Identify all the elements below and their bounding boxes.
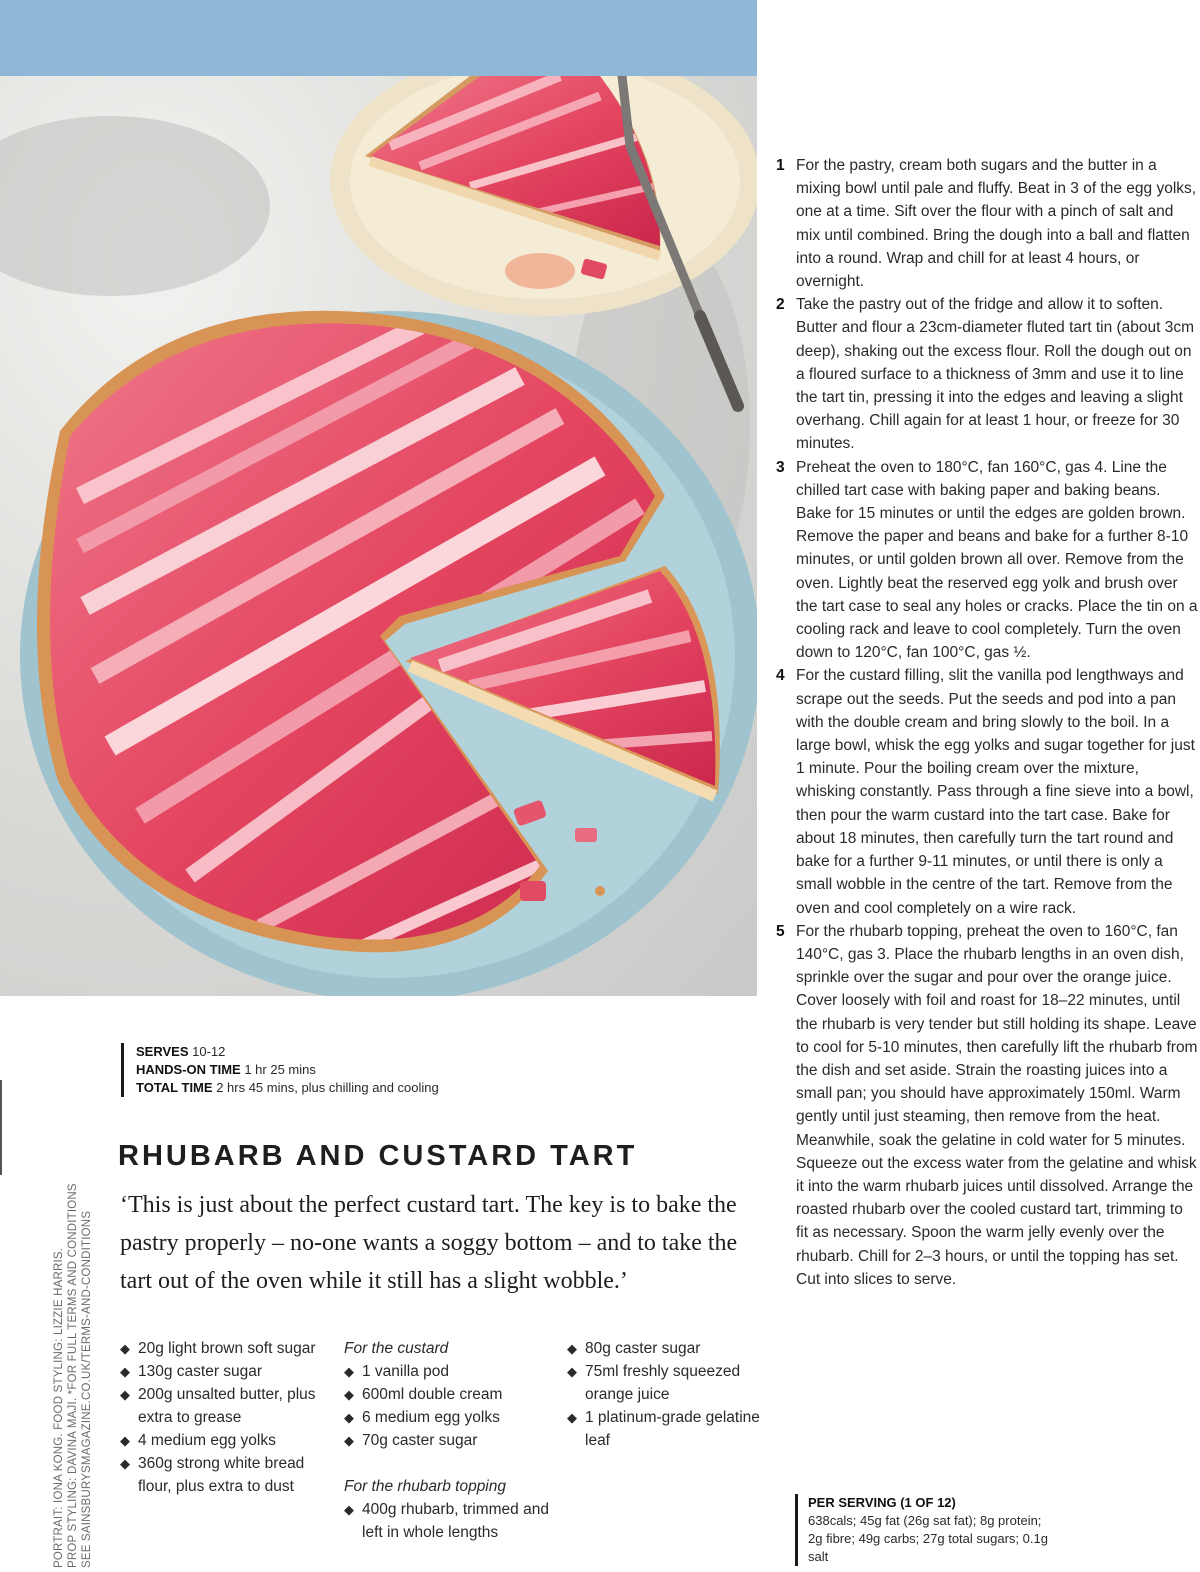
ingredient-text: 20g light brown soft sugar bbox=[138, 1340, 316, 1357]
diamond-bullet-icon: ◆ bbox=[120, 1341, 130, 1356]
custard-heading: For the custard bbox=[344, 1340, 449, 1357]
diamond-bullet-icon: ◆ bbox=[344, 1410, 354, 1425]
ingredient-item bbox=[120, 1429, 330, 1452]
hands-on-label: HANDS-ON TIME bbox=[136, 1062, 241, 1077]
ingredient-item bbox=[344, 1498, 559, 1544]
diamond-bullet-icon: ◆ bbox=[344, 1387, 354, 1402]
spacer bbox=[344, 1452, 559, 1475]
hands-on-value: 1 hr 25 mins bbox=[244, 1062, 316, 1077]
ingredient-item bbox=[120, 1383, 330, 1429]
ingredient-text: 1 vanilla pod bbox=[362, 1363, 450, 1380]
serves-row bbox=[136, 1043, 439, 1061]
diamond-bullet-icon: ◆ bbox=[120, 1456, 130, 1471]
step-number: 1 bbox=[776, 157, 785, 174]
serves-label: SERVES bbox=[136, 1044, 189, 1059]
diamond-bullet-icon: ◆ bbox=[567, 1341, 577, 1356]
step-number: 4 bbox=[776, 667, 785, 685]
diamond-bullet-icon: ◆ bbox=[120, 1364, 130, 1379]
step-text: Preheat the oven to 180°C, fan 160°C, gas 4. Line the chilled tart case with baking paper and baking beans. Bake for 15 minutes or until the edges are golden brown. Remove the paper and beans and bake for a further 8-10 minutes, or until golden brown all over. Remove from the oven. Lightly beat the reserved egg yolk and brush over the tart case to seal any holes or cracks. Place the tin on a cooling rack and leave to cool completely. Turn the oven down to 120°C, fan 100°C, gas ½. bbox=[796, 458, 1198, 662]
ingredient-item bbox=[567, 1406, 767, 1452]
ingredient-item bbox=[344, 1360, 559, 1383]
step-number: 3 bbox=[776, 458, 785, 476]
step-text: For the rhubarb topping, preheat the oven to 160°C, fan 140°C, gas 3. Place the rhubarb lengths in an oven dish, sprinkle over the sugar and pour over the orange juice. Cover loosely with foil and roast for 18–22 minutes, until the rhubarb is very tender but still holding its shape. Leave to cool for 5-10 minutes, then carefully lift the rhubarb from the dish and set aside. Strain the roasting juices into a small pan; you should have approximately 150ml. Warm gently until just steaming, then remove from the heat. Meanwhile, soak the gelatine in cold water for 5 minutes. Squeeze out the excess water from the gelatine and whisk it into the warm rhubarb juices until dissolved. Arrange the roasted rhubarb over the cooled custard tart, trimming to fit as necessary. Spoon the warm jelly evenly over the rhubarb. Chill for 2–3 hours, or until the topping has set. Cut into slices to serve. bbox=[796, 922, 1198, 1288]
ingredient-text: 80g caster sugar bbox=[585, 1340, 701, 1357]
recipe-meta bbox=[121, 1043, 439, 1097]
diamond-bullet-icon: ◆ bbox=[120, 1433, 130, 1448]
recipe-quote: ‘This is just about the perfect custard tart. The key is to bake the pastry properly – no-one wants a soggy bottom – and to take the tart out of the oven while it still has a slight wobble.’ bbox=[120, 1192, 738, 1294]
method-step bbox=[776, 664, 1198, 919]
credit-line-1: PORTRAIT: IONA KONG. FOOD STYLING: LIZZIE HARRIS. bbox=[53, 1247, 65, 1568]
ingredients-column-2 bbox=[344, 1337, 559, 1544]
ingredient-item bbox=[344, 1406, 559, 1429]
ingredient-text: 400g rhubarb, trimmed and left in whole lengths bbox=[362, 1501, 549, 1541]
ingredients-column-1 bbox=[120, 1337, 330, 1498]
ingredient-item bbox=[120, 1360, 330, 1383]
diamond-bullet-icon: ◆ bbox=[344, 1433, 354, 1448]
total-time-row bbox=[136, 1079, 439, 1097]
topping-heading: For the rhubarb topping bbox=[344, 1478, 506, 1495]
ingredient-text: 1 platinum-grade gelatine leaf bbox=[585, 1409, 760, 1449]
method-step bbox=[776, 456, 1198, 665]
diamond-bullet-icon: ◆ bbox=[567, 1364, 577, 1379]
credit-rule bbox=[0, 1080, 2, 1175]
method-steps bbox=[776, 154, 1198, 1291]
header-color-band bbox=[0, 0, 757, 76]
tart-photo bbox=[0, 76, 757, 996]
step-number: 2 bbox=[776, 296, 785, 314]
photo-credit bbox=[52, 1098, 94, 1568]
total-time-label: TOTAL TIME bbox=[136, 1080, 213, 1095]
ingredient-text: 600ml double cream bbox=[362, 1386, 503, 1403]
recipe-title: RHUBARB AND CUSTARD TART bbox=[118, 1140, 638, 1172]
step-text: Take the pastry out of the fridge and allow it to soften. Butter and flour a 23cm-diameter fluted tart tin (about 3cm deep), shaking out the excess flour. Roll the dough out on a floured surface to a thickness of 3mm and use it to line the tart tin, pressing it into the edges and leaving a slight overhang. Chill again for at least 1 hour, or freeze for 30 minutes. bbox=[796, 296, 1195, 453]
method-step bbox=[776, 293, 1198, 455]
ingredient-item bbox=[567, 1360, 767, 1406]
diamond-bullet-icon: ◆ bbox=[120, 1387, 130, 1402]
ingredient-text: 200g unsalted butter, plus extra to grease bbox=[138, 1386, 316, 1426]
ingredient-text: 130g caster sugar bbox=[138, 1363, 263, 1380]
serves-value: 10-12 bbox=[192, 1044, 226, 1059]
diamond-bullet-icon: ◆ bbox=[344, 1364, 354, 1379]
hands-on-row bbox=[136, 1061, 439, 1079]
ingredient-text: 360g strong white bread flour, plus extra to dust bbox=[138, 1455, 305, 1495]
credit-line-2: PROP STYLING: DAVINA MAJI. *FOR FULL TERMS AND CONDITIONS bbox=[67, 1183, 79, 1568]
step-text: For the pastry, cream both sugars and the butter in a mixing bowl until pale and fluffy. Beat in 3 of the egg yolks, one at a time. Sift over the flour with a pinch of salt and mix until combined. Bring the dough into a ball and flatten into a round. Wrap and chill for at least 4 hours, or overnight. bbox=[796, 157, 1197, 291]
step-number: 5 bbox=[776, 922, 785, 940]
ingredients-column-3 bbox=[567, 1337, 767, 1452]
ingredient-item bbox=[120, 1337, 330, 1360]
ingredient-text: 70g caster sugar bbox=[362, 1432, 478, 1449]
step-text: For the custard filling, slit the vanilla pod lengthways and scrape out the seeds. Put the seeds and pod into a pan with the double cream and bring slowly to the boil. In a large bowl, whisk the egg yolks and sugar together for just 1 minute. Pour the boiling cream over the mixture, whisking constantly. Pass through a fine sieve into a bowl, then pour the warm custard into the tart case. Bake for about 18 minutes, then carefully turn the tart round and bake for a further 9-11 minutes, or until there is only a small wobble in the centre of the tart. Remove from the oven and cool completely on a wire rack. bbox=[796, 667, 1195, 917]
diamond-bullet-icon: ◆ bbox=[567, 1410, 577, 1425]
total-time-value: 2 hrs 45 mins, plus chilling and cooling bbox=[216, 1080, 439, 1095]
nutrition-box bbox=[795, 1494, 1055, 1566]
tart-illustration bbox=[0, 76, 757, 996]
nutrition-heading: PER SERVING (1 OF 12) bbox=[808, 1495, 956, 1510]
method-step bbox=[776, 154, 1198, 293]
nutrition-text: 638cals; 45g fat (26g sat fat); 8g protein; 2g fibre; 49g carbs; 27g total sugars; 0.1g salt bbox=[808, 1513, 1048, 1564]
credit-line-3: SEE SAINSBURYSMAGAZINE.CO.UK/TERMS-AND-CONDITIONS bbox=[81, 1210, 93, 1568]
method-step bbox=[776, 920, 1198, 1291]
ingredient-text: 4 medium egg yolks bbox=[138, 1432, 276, 1449]
ingredient-item bbox=[344, 1383, 559, 1406]
diamond-bullet-icon: ◆ bbox=[344, 1502, 354, 1517]
ingredient-item bbox=[344, 1429, 559, 1452]
ingredient-item bbox=[567, 1337, 767, 1360]
ingredient-text: 6 medium egg yolks bbox=[362, 1409, 500, 1426]
ingredient-text: 75ml freshly squeezed orange juice bbox=[585, 1363, 741, 1403]
ingredient-item bbox=[120, 1452, 330, 1498]
